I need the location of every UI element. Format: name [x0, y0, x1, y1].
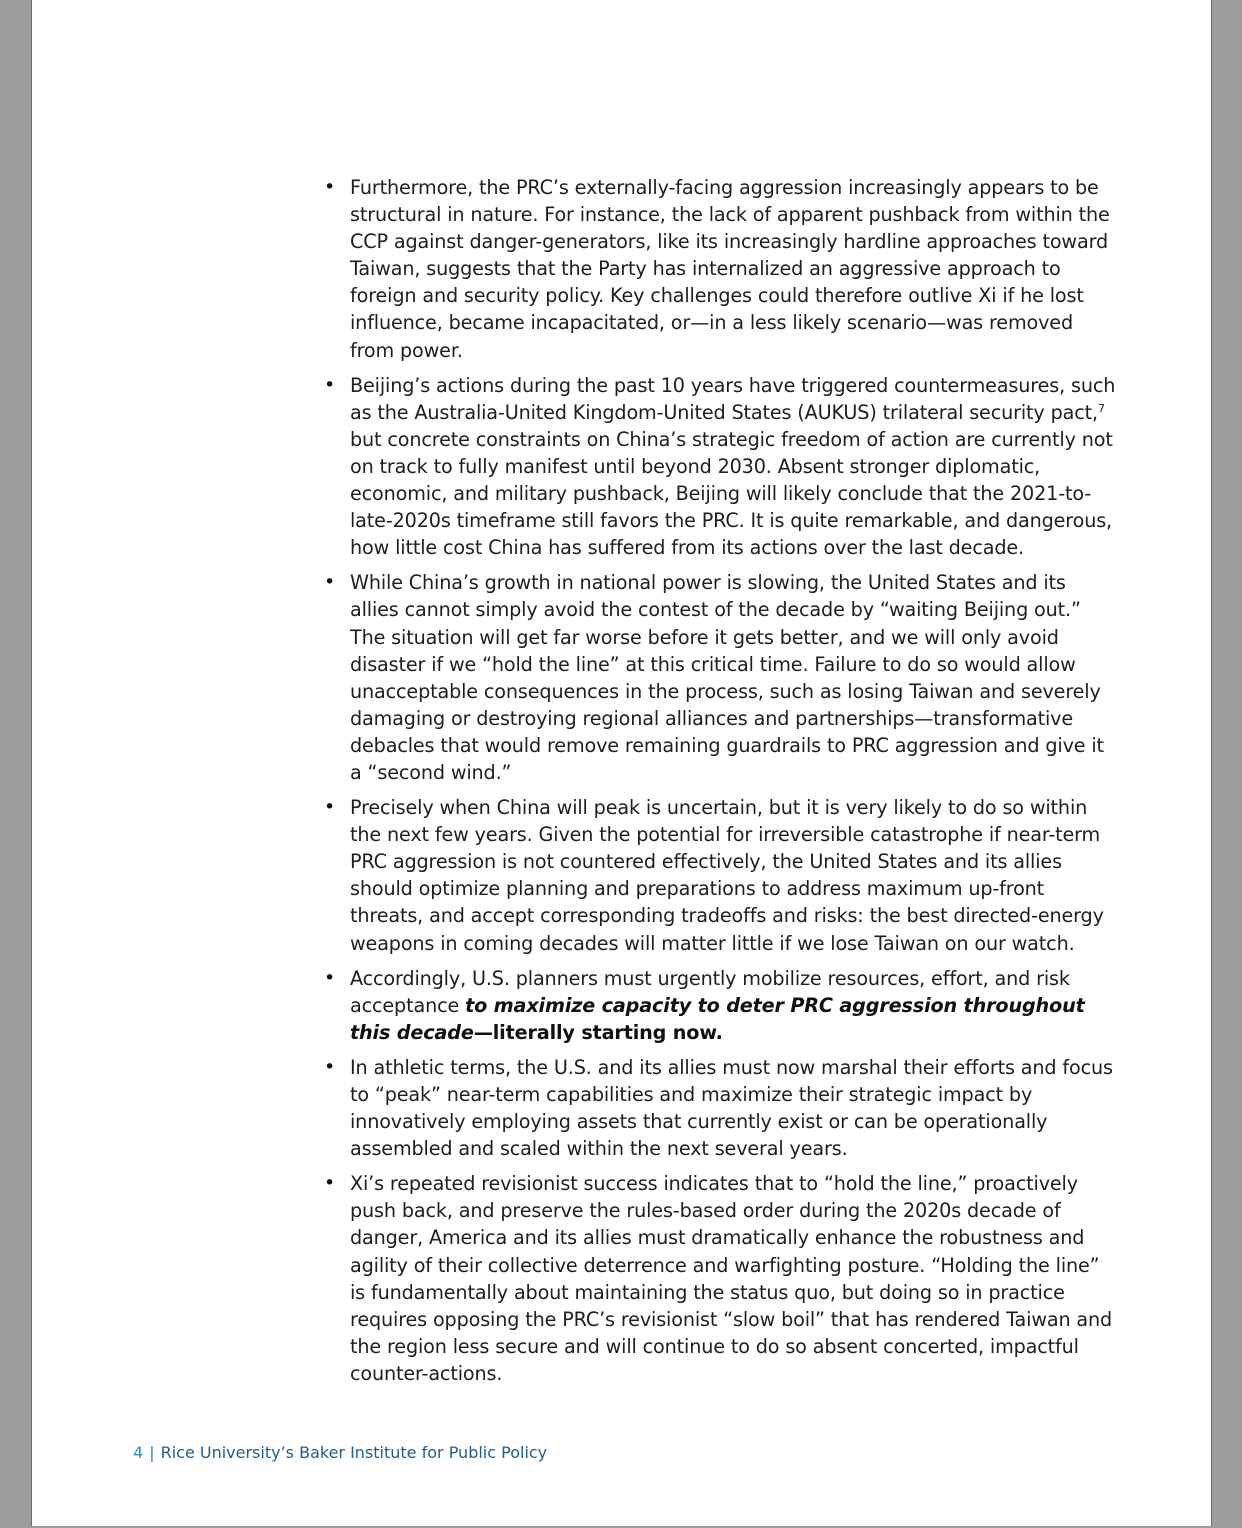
bullet-text: Furthermore, the PRC’s externally-facing aggression increasingly appears to be structural in nature. For instance, the lack of apparent pushback from within the CCP against danger-generators, like its increasingly hardline approaches toward Taiwan, suggests that the Party has internalized an aggressive approach to foreign and security policy. Key challenges could therefore outlive Xi if he lost influence, became incapacitated, or—in a less likely scenario—was removed from power. — [350, 176, 1110, 362]
bullet-icon: • — [324, 176, 336, 198]
emphasized-text-tail: —literally starting now. — [473, 1020, 723, 1044]
list-item — [319, 1054, 1119, 1162]
page-footer — [133, 1443, 547, 1463]
bullet-icon: • — [324, 373, 336, 396]
list-item — [319, 372, 1119, 562]
bullet-icon: • — [324, 1172, 336, 1195]
bullet-icon: • — [324, 571, 336, 594]
bullet-text: Xi’s repeated revisionist success indicates that to “hold the line,” proactively push back, and preserve the rules-based order during the 2020s decade of danger, America and its allies must dramatically enhance the robustness and agility of their collective deterrence and warfighting posture. “Holding the line” is fundamentally about maintaining the status quo, but doing so in practice requires opposing the PRC’s revisionist “slow boil” that has rendered Taiwan and the region less secure and will continue to do so absent concerted, impactful counter-actions. — [350, 1172, 1113, 1385]
bullet-text: While China’s growth in national power is slowing, the United States and its allies cannot simply avoid the contest of the decade by “waiting Beijing out.” The situation will get far worse before it gets better, and we will only avoid disaster if we “hold the line” at this critical time. Failure to do so would allow unacceptable consequences in the process, such as losing Taiwan and severely damaging or destroying regional alliances and partnerships—transformative debacles that would remove remaining guardrails to PRC aggression and give it a “second wind.” — [350, 571, 1104, 784]
list-item — [319, 965, 1119, 1046]
page-number: 4 — [133, 1443, 144, 1462]
footer-separator: | — [149, 1443, 155, 1462]
emphasized-text: to maximize capacity to deter PRC aggression throughout this decade — [350, 993, 1085, 1044]
bullet-text: Accordingly, U.S. planners must urgently mobilize resources, effort, and risk acceptance — [350, 966, 1070, 1017]
list-item — [319, 569, 1119, 786]
document-page — [31, 0, 1212, 1526]
footnote-marker: 7 — [1097, 401, 1105, 415]
bullet-text: In athletic terms, the U.S. and its allies must now marshal their efforts and focus to “peak” near-term capabilities and maximize their strategic impact by innovatively employing assets that currently exist or can be operationally assembled and scaled within the next several years. — [350, 1055, 1113, 1161]
bullet-icon: • — [324, 966, 336, 989]
bullet-list — [319, 174, 1119, 1395]
bullet-text-continued: but concrete constraints on China’s strategic freedom of action are currently not on track to fully manifest until beyond 2030. Absent stronger diplomatic, economic, and military pushback, Beijing will likely conclude that the 2021-to-late-2020s timeframe still favors the PRC. It is quite remarkable, and dangerous, how little cost China has suffered from its actions over the last decade. — [350, 427, 1113, 560]
list-item — [319, 174, 1119, 364]
list-item — [319, 794, 1119, 957]
bullet-icon: • — [324, 1055, 336, 1078]
bullet-text: Precisely when China will peak is uncertain, but it is very likely to do so within the next few years. Given the potential for irreversible catastrophe if near-term PRC aggression is not countered effectively, the United States and its allies should optimize planning and preparations to address maximum up-front threats, and accept corresponding tradeoffs and risks: the best directed-energy weapons in coming decades will matter little if we lose Taiwan on our watch. — [350, 796, 1104, 955]
publisher-name: Rice University’s Baker Institute for Public Policy — [160, 1443, 548, 1462]
bullet-icon: • — [324, 796, 336, 819]
bullet-text: Beijing’s actions during the past 10 years have triggered countermeasures, such as the Australia-United Kingdom-United States (AUKUS) trilateral security pact, — [350, 373, 1116, 424]
list-item — [319, 1170, 1119, 1387]
